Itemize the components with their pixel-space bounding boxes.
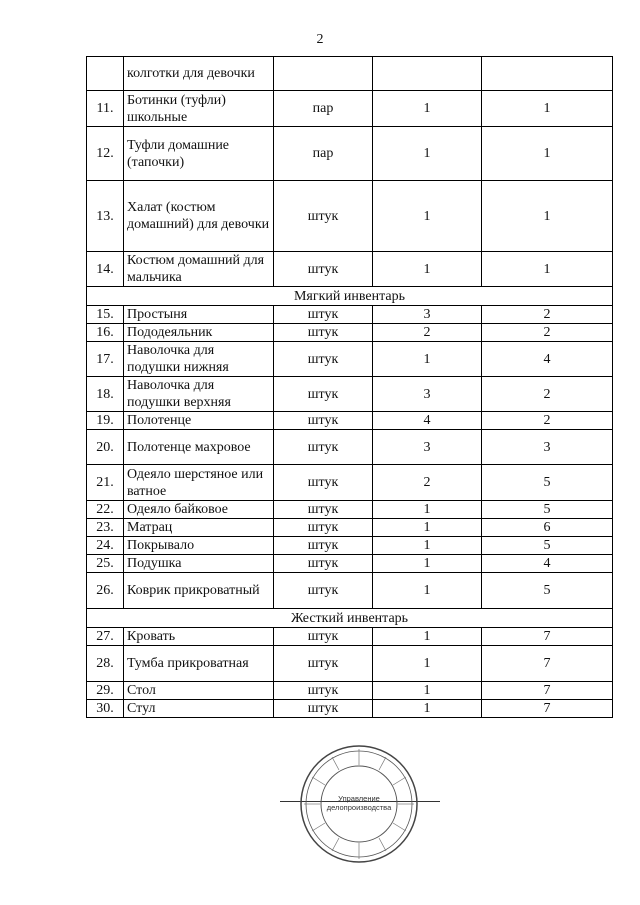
item-name: Матрац [124,519,274,537]
unit: штук [274,465,373,501]
unit: пар [274,127,373,181]
quantity-2: 5 [482,465,613,501]
table-row [87,501,613,519]
quantity-1: 3 [373,377,482,412]
quantity-1: 4 [373,412,482,430]
unit: штук [274,519,373,537]
table-row [87,342,613,377]
item-name: Халат (костюм домашний) для девочки [124,181,274,252]
quantity-2 [482,57,613,91]
row-number: 25. [87,555,124,573]
quantity-2: 4 [482,555,613,573]
item-name: Костюм домашний для мальчика [124,252,274,287]
table-row [87,306,613,324]
row-number: 24. [87,537,124,555]
item-name: Стул [124,700,274,718]
item-name: Покрывало [124,537,274,555]
unit: пар [274,91,373,127]
quantity-1: 1 [373,127,482,181]
row-number: 21. [87,465,124,501]
item-name: Пододеяльник [124,324,274,342]
row-number: 30. [87,700,124,718]
table-row [87,324,613,342]
item-name: Наволочка для подушки нижняя [124,342,274,377]
unit: штук [274,430,373,465]
quantity-2: 1 [482,252,613,287]
row-number: 28. [87,646,124,682]
row-number: 26. [87,573,124,609]
quantity-1: 1 [373,342,482,377]
quantity-2: 7 [482,628,613,646]
unit: штук [274,555,373,573]
quantity-2: 2 [482,324,613,342]
unit: штук [274,537,373,555]
unit: штук [274,412,373,430]
table-row [87,465,613,501]
quantity-2: 1 [482,91,613,127]
row-number: 20. [87,430,124,465]
unit: штук [274,306,373,324]
item-name: Подушка [124,555,274,573]
row-number [87,57,124,91]
table-row [87,430,613,465]
row-number: 23. [87,519,124,537]
quantity-2: 2 [482,412,613,430]
row-number: 27. [87,628,124,646]
section-header-row [87,287,613,306]
table-row [87,57,613,91]
quantity-1: 3 [373,430,482,465]
unit: штук [274,573,373,609]
quantity-2: 1 [482,181,613,252]
row-number: 17. [87,342,124,377]
table-row [87,412,613,430]
seal-center-line-2: делопроизводства [326,803,392,812]
quantity-1: 2 [373,324,482,342]
quantity-2: 5 [482,537,613,555]
section-title: Мягкий инвентарь [87,287,613,306]
unit: штук [274,628,373,646]
table-row [87,555,613,573]
table-row [87,646,613,682]
unit: штук [274,252,373,287]
official-seal [298,743,420,865]
quantity-1: 1 [373,91,482,127]
inventory-table-body [87,57,613,718]
table-row [87,377,613,412]
unit: штук [274,501,373,519]
section-title: Жесткий инвентарь [87,609,613,628]
quantity-1: 1 [373,555,482,573]
quantity-2: 3 [482,430,613,465]
table-row [87,573,613,609]
quantity-1: 1 [373,537,482,555]
row-number: 29. [87,682,124,700]
item-name: Стол [124,682,274,700]
quantity-2: 7 [482,646,613,682]
quantity-1: 2 [373,465,482,501]
item-name: Кровать [124,628,274,646]
table-row [87,519,613,537]
quantity-1: 1 [373,501,482,519]
table-row [87,91,613,127]
item-name: Полотенце махровое [124,430,274,465]
inventory-table [86,56,613,718]
item-name: Тумба прикроватная [124,646,274,682]
unit: штук [274,646,373,682]
quantity-1: 1 [373,646,482,682]
item-name: Ботинки (туфли) школьные [124,91,274,127]
row-number: 15. [87,306,124,324]
page-number: 2 [316,32,324,47]
quantity-2: 7 [482,700,613,718]
quantity-1: 1 [373,682,482,700]
unit [274,57,373,91]
quantity-1: 1 [373,573,482,609]
row-number: 11. [87,91,124,127]
unit: штук [274,682,373,700]
table-row [87,682,613,700]
row-number: 13. [87,181,124,252]
table-row [87,252,613,287]
row-number: 12. [87,127,124,181]
table-row [87,127,613,181]
table-row [87,628,613,646]
row-number: 19. [87,412,124,430]
item-name: Одеяло шерстяное или ватное [124,465,274,501]
unit: штук [274,342,373,377]
table-row [87,181,613,252]
quantity-2: 5 [482,573,613,609]
quantity-2: 4 [482,342,613,377]
quantity-2: 6 [482,519,613,537]
item-name: Одеяло байковое [124,501,274,519]
quantity-2: 5 [482,501,613,519]
item-name: Простыня [124,306,274,324]
quantity-2: 1 [482,127,613,181]
unit: штук [274,700,373,718]
unit: штук [274,377,373,412]
quantity-1: 1 [373,700,482,718]
row-number: 14. [87,252,124,287]
quantity-1: 1 [373,252,482,287]
item-name: колготки для девочки [124,57,274,91]
quantity-2: 7 [482,682,613,700]
table-row [87,537,613,555]
row-number: 18. [87,377,124,412]
unit: штук [274,181,373,252]
quantity-1: 1 [373,628,482,646]
quantity-2: 2 [482,306,613,324]
row-number: 16. [87,324,124,342]
quantity-1: 1 [373,519,482,537]
item-name: Коврик прикроватный [124,573,274,609]
row-number: 22. [87,501,124,519]
item-name: Туфли домашние (тапочки) [124,127,274,181]
item-name: Полотенце [124,412,274,430]
quantity-1: 3 [373,306,482,324]
unit: штук [274,324,373,342]
table-row [87,700,613,718]
seal-center-line-1: Управление [338,794,380,803]
item-name: Наволочка для подушки верхняя [124,377,274,412]
quantity-2: 2 [482,377,613,412]
section-header-row [87,609,613,628]
quantity-1 [373,57,482,91]
quantity-1: 1 [373,181,482,252]
